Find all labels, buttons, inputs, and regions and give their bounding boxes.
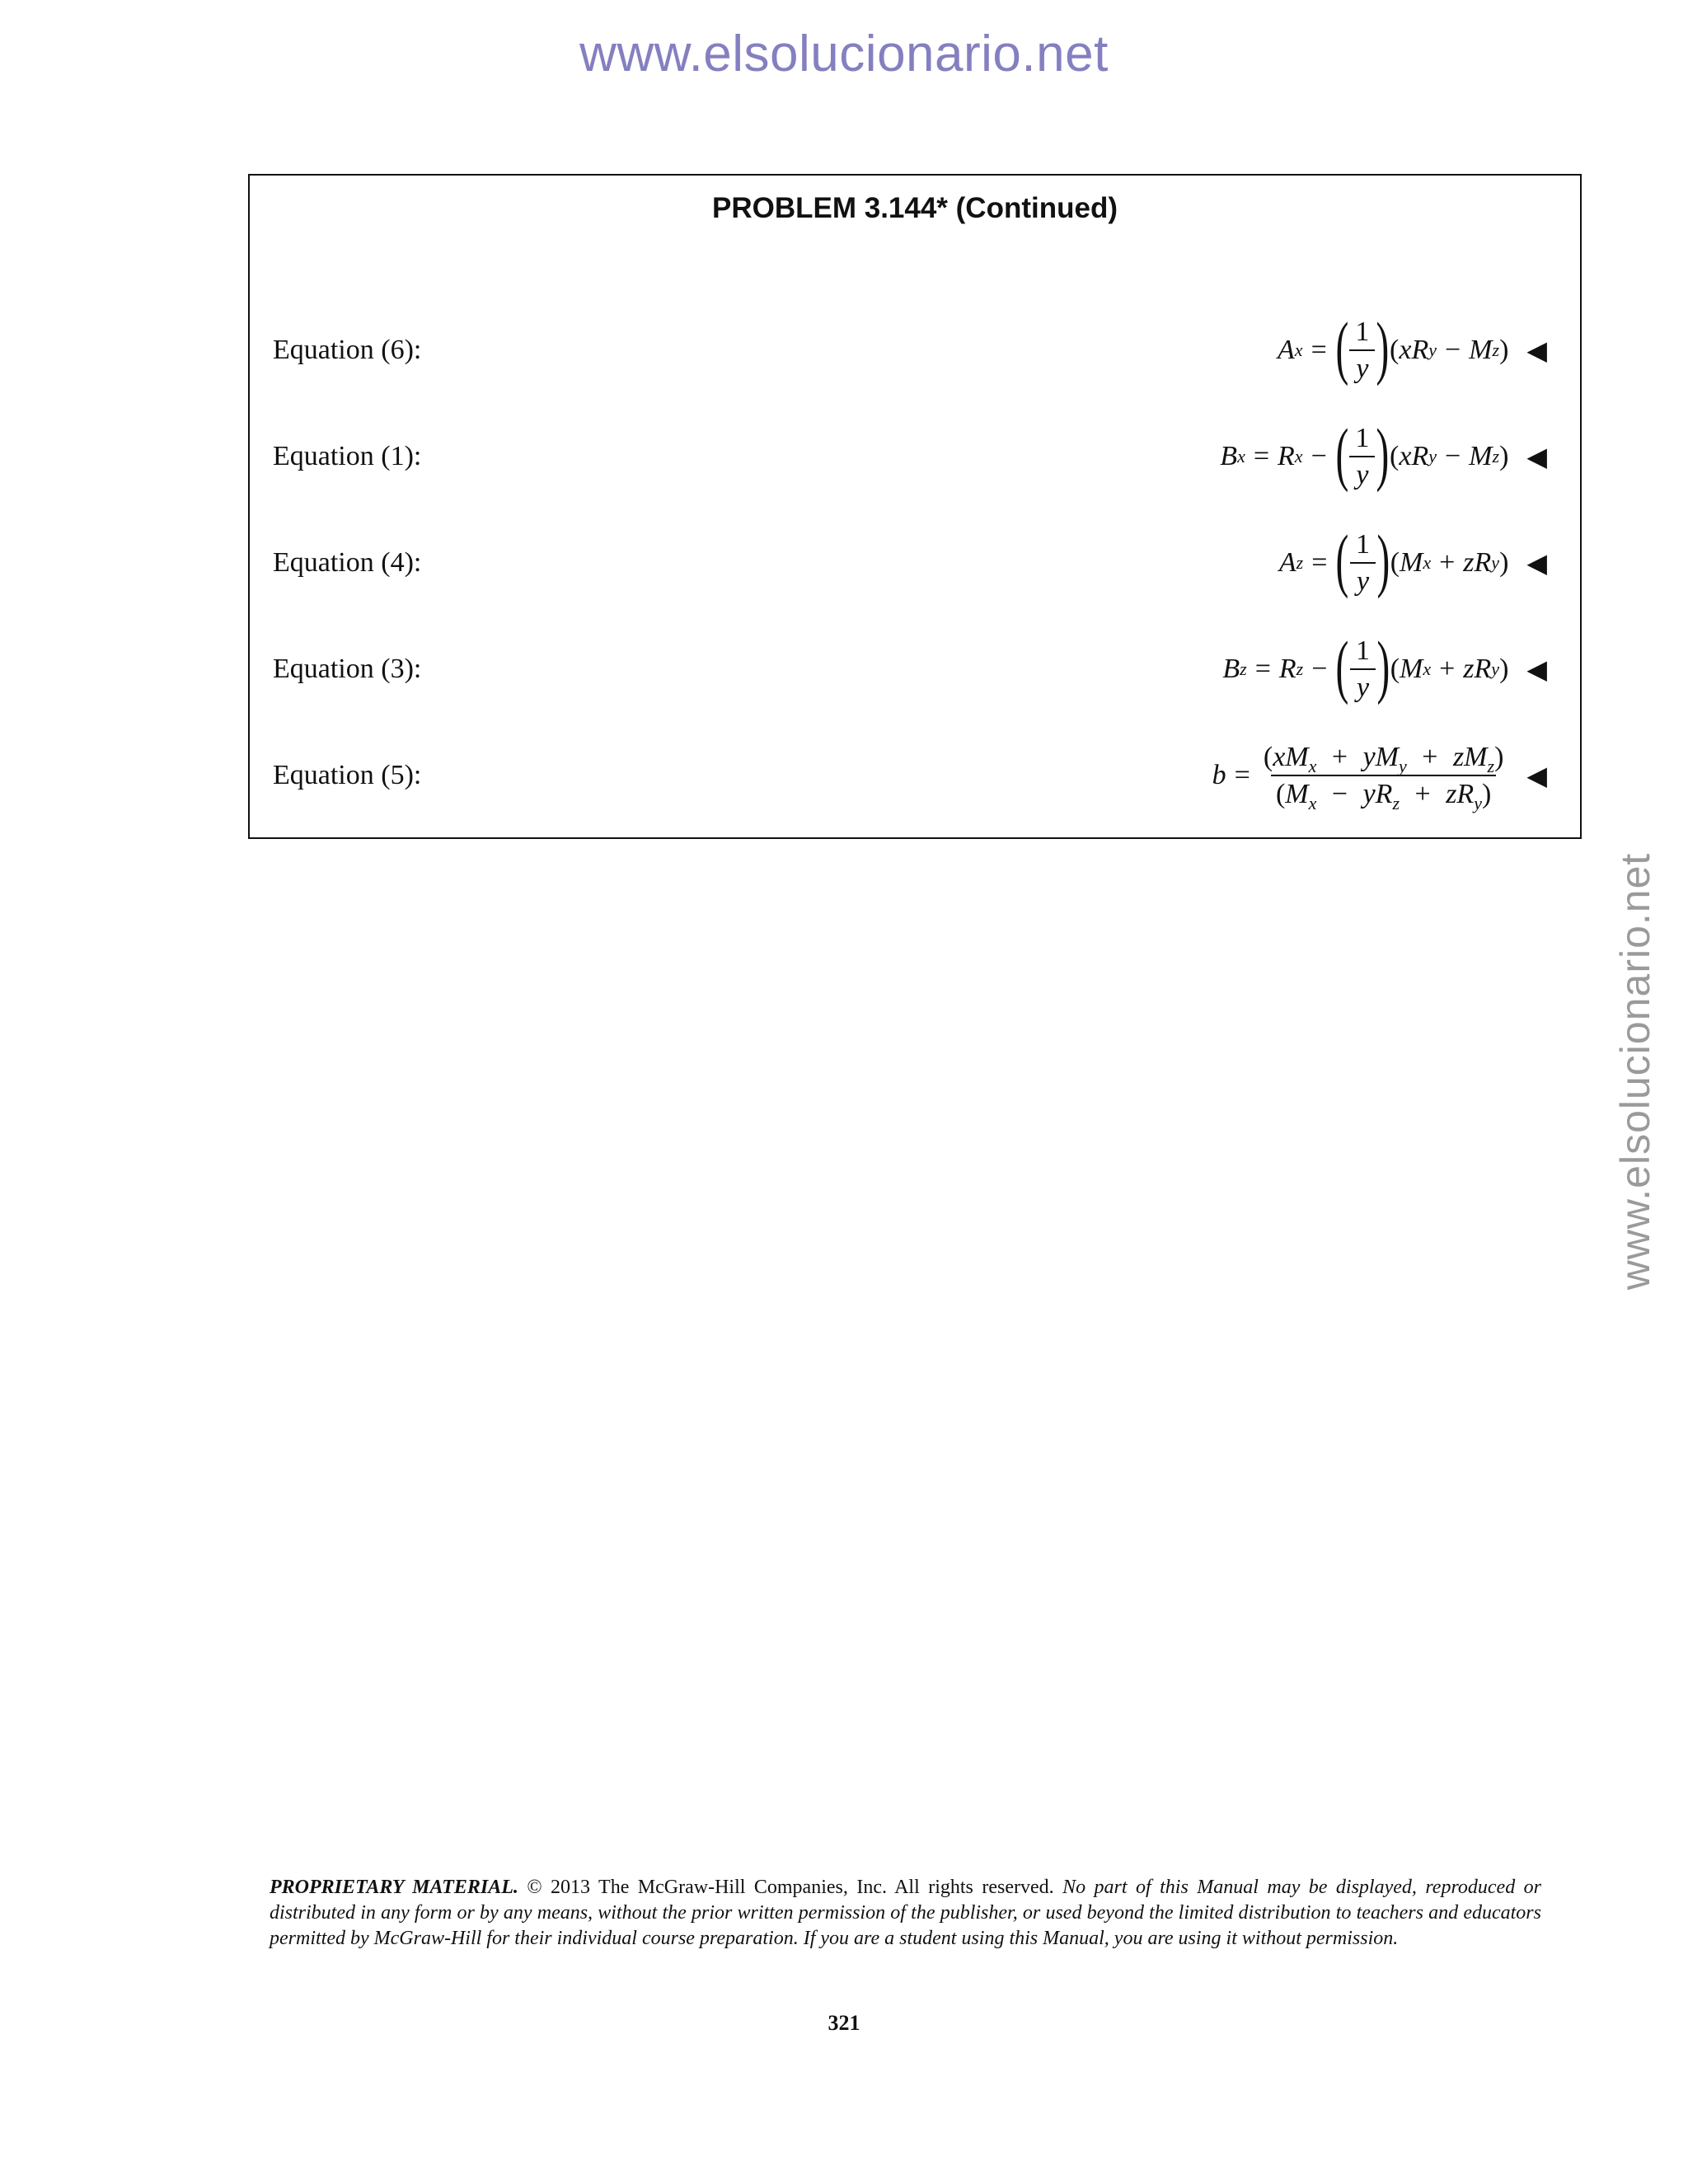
- problem-box: [248, 174, 1582, 839]
- copyright-text: © 2013 The McGraw-Hill Companies, Inc. All rights reserved.: [518, 1877, 1063, 1898]
- answer-marker-icon: ◀: [1526, 548, 1547, 578]
- notice-label: PROPRIETARY MATERIAL.: [270, 1877, 518, 1898]
- equation-row-3: [273, 620, 1547, 719]
- equation-row-4: [273, 513, 1547, 612]
- answer-marker-icon: ◀: [1526, 761, 1547, 790]
- equation-label: Equation (1):: [273, 441, 422, 471]
- equation-formula: A x = ( $\frac{1}{y}$ ) ( xR y − M z ): [1278, 307, 1509, 387]
- equation-label: Equation (3):: [273, 654, 422, 684]
- equation-formula: b = $(xM_x + yM_y + zM_z)$ $(M_x - yR_z + zR_y)$: [1212, 741, 1504, 813]
- notice-text: No part of this Manual may be displayed, reproduced or distributed in any form or by any means, without the prior written permission of the publisher, or used beyond the limited distribution to teachers and educators permitted by McGraw-Hill for their individual course preparation. If you are a student using this Manual, you are using it without permission.: [270, 1877, 1541, 1949]
- equation-formula: B z = R z − ( $\frac{1}{y}$ ) ( M x + zR y ): [1222, 626, 1509, 705]
- equation-formula: B x = R x − ( $\frac{1}{y}$ ) ( xR y − M z ): [1220, 414, 1509, 493]
- answer-marker-icon: ◀: [1526, 335, 1547, 365]
- watermark-top: www.elsolucionario.net: [579, 26, 1109, 82]
- answer-marker-icon: ◀: [1526, 654, 1547, 684]
- equation-row-1: [273, 407, 1547, 506]
- equation-row-5: [273, 726, 1547, 825]
- proprietary-notice: [270, 1875, 1541, 1952]
- problem-title: PROBLEM 3.144* (Continued): [712, 192, 1118, 224]
- equation-label: Equation (6):: [273, 335, 422, 365]
- watermark-side: www.elsolucionario.net: [1612, 852, 1658, 1291]
- page-number: 321: [828, 2011, 860, 2035]
- equation-label: Equation (5):: [273, 760, 422, 790]
- equation-label: Equation (4):: [273, 547, 422, 578]
- answer-marker-icon: ◀: [1526, 442, 1547, 471]
- equation-row-6: [273, 301, 1547, 400]
- equation-formula: A z = ( $\frac{1}{y}$ ) ( M x + zR y ): [1278, 520, 1509, 599]
